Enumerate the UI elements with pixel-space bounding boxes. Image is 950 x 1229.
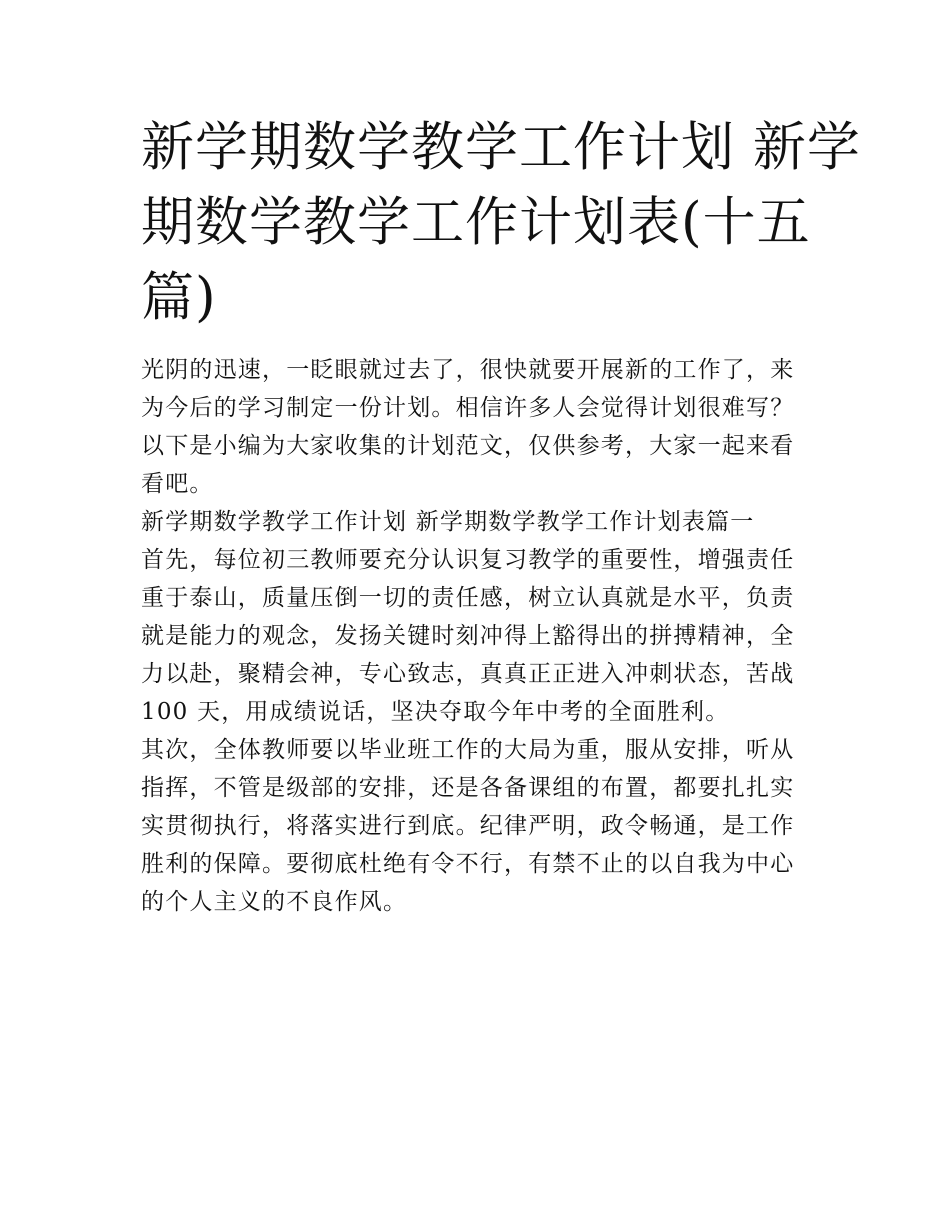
document-page: [141, 110, 861, 921]
text-line: 为今后的学习制定一份计划。相信许多人会觉得计划很难写？: [141, 395, 795, 421]
title-line: 新学期数学教学工作计划 新学: [141, 117, 861, 178]
text-line: 重于泰山，质量压倒一切的责任感，树立认真就是水平，负责: [141, 585, 795, 611]
text-line: 以下是小编为大家收集的计划范文，仅供参考，大家一起来看: [141, 433, 795, 459]
text-line: 指挥，不管是级部的安排，还是各备课组的布置，都要扎扎实: [141, 775, 795, 801]
document-title: [141, 110, 861, 335]
text-line: 力以赴，聚精会神，专心致志，真真正正进入冲刺状态，苦战: [141, 661, 795, 687]
text-line: 实贯彻执行，将落实进行到底。纪律严明，政令畅通，是工作: [141, 813, 795, 839]
text-line: 新学期数学教学工作计划 新学期数学教学工作计划表篇一: [141, 509, 755, 535]
text-line: 首先，每位初三教师要充分认识复习教学的重要性，增强责任: [141, 547, 795, 573]
section-heading: [141, 503, 813, 541]
text-line: 100 天，用成绩说话，坚决夺取今年中考的全面胜利。: [141, 699, 730, 725]
text-line: 的个人主义的不良作风。: [141, 889, 408, 915]
title-line: 期数学教学工作计划表(十五: [141, 192, 811, 253]
text-line: 看吧。: [141, 471, 214, 497]
text-line: 光阴的迅速，一眨眼就过去了，很快就要开展新的工作了，来: [141, 357, 795, 383]
document-body: [141, 351, 813, 921]
body-paragraph: [141, 541, 813, 731]
text-line: 其次，全体教师要以毕业班工作的大局为重，服从安排，听从: [141, 737, 795, 763]
text-line: 胜利的保障。要彻底杜绝有令不行，有禁不止的以自我为中心: [141, 851, 795, 877]
title-line: 篇): [141, 267, 217, 328]
intro-paragraph: [141, 351, 813, 503]
body-paragraph: [141, 731, 813, 921]
text-line: 就是能力的观念，发扬关键时刻冲得上豁得出的拼搏精神，全: [141, 623, 795, 649]
